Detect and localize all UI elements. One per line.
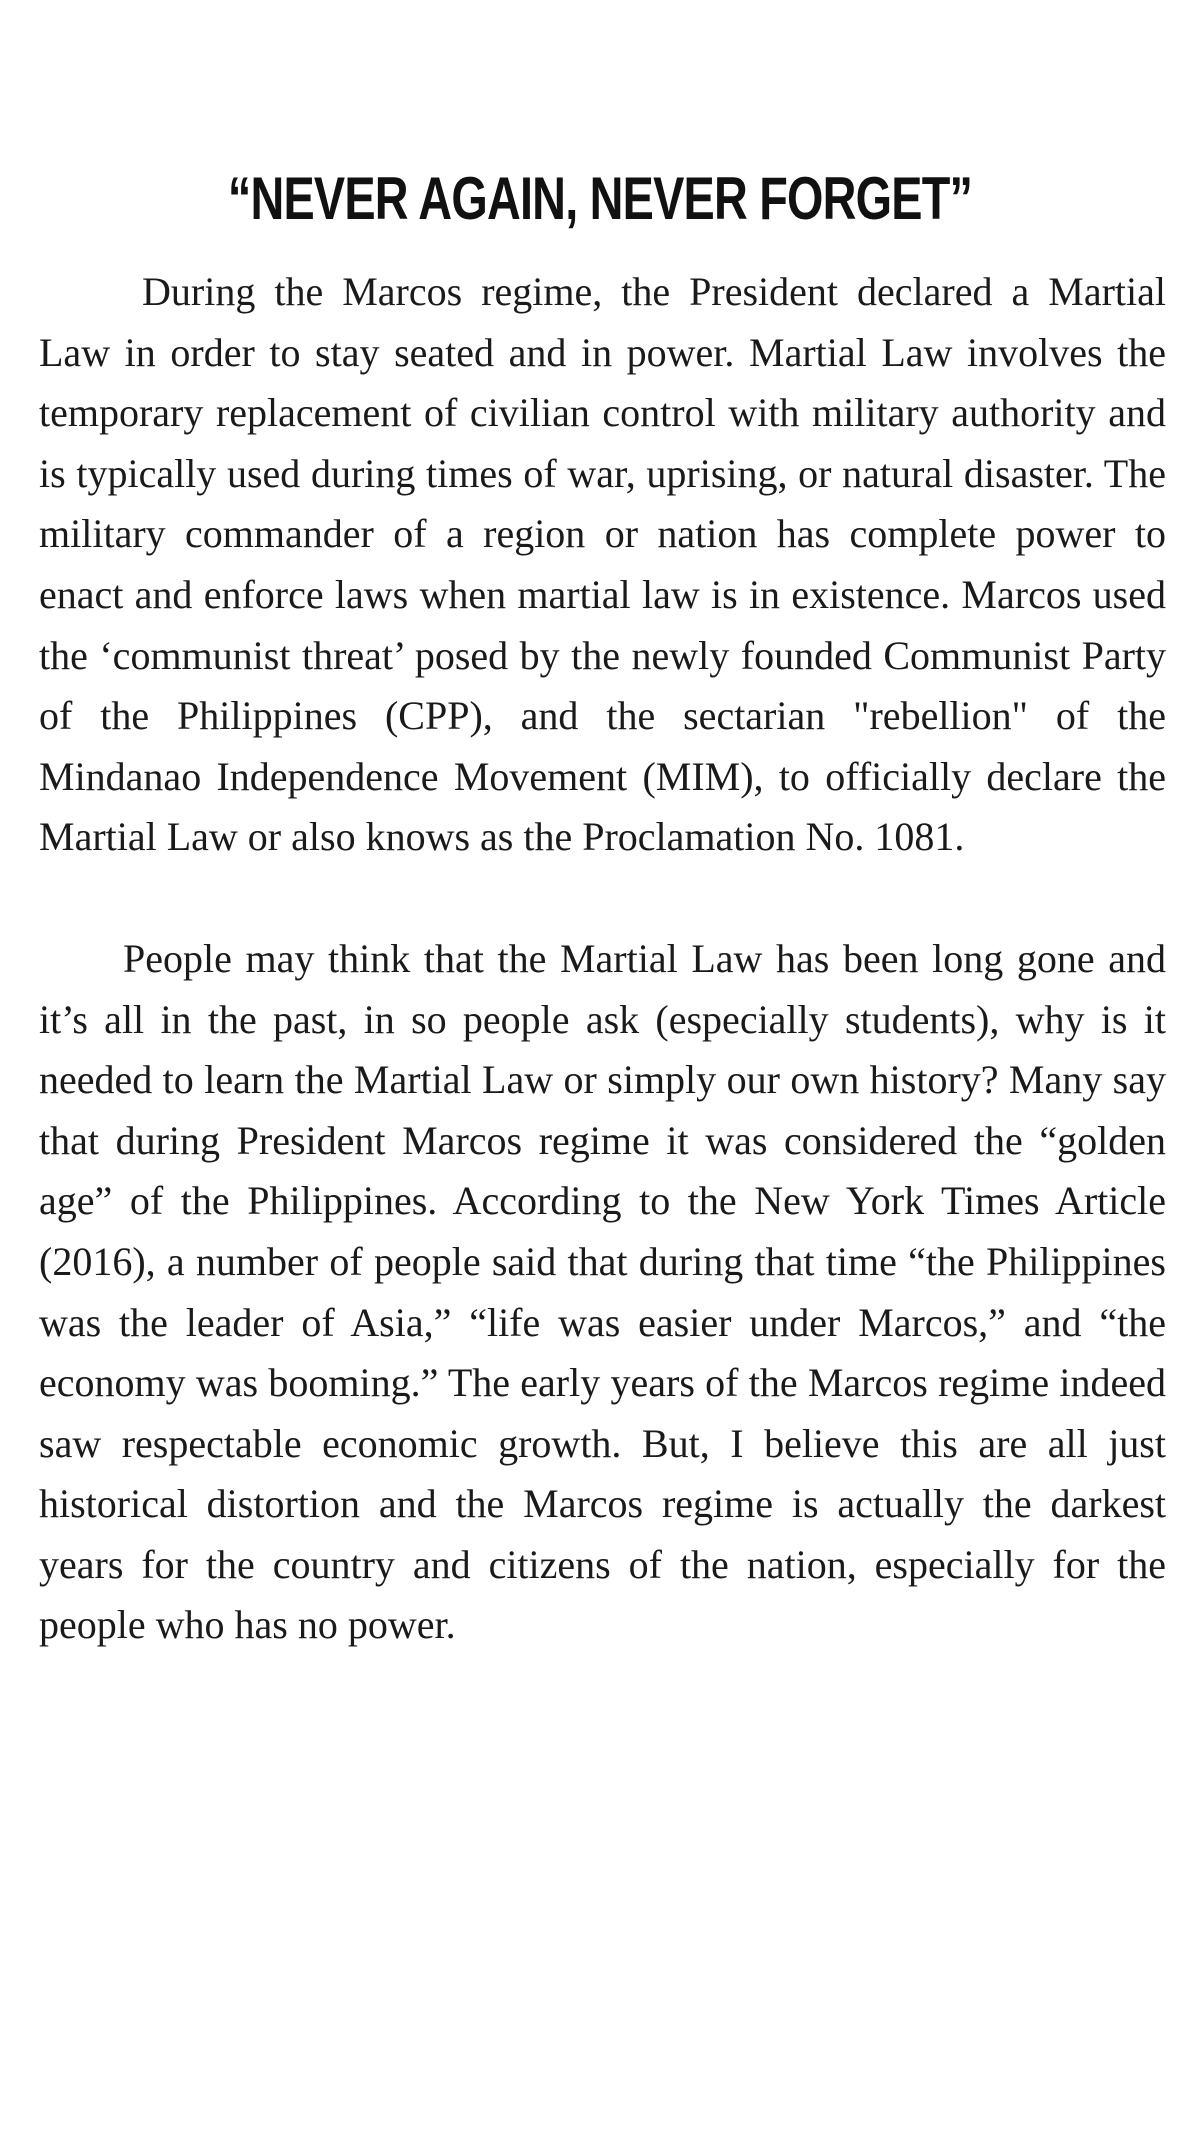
document-body — [39, 262, 1166, 1656]
document-title: “NEVER AGAIN, NEVER FORGET” — [227, 165, 973, 233]
paragraph-1: During the Marcos regime, the President declared a Martial Law in order to stay seated and in power. Martial Law involves the temporary replacement of civilian control with military authority and is typically used during times of war, uprising, or natural disaster. The military commander of a region or nation has complete power to enact and enforce laws when martial law is in existence. Marcos used the ‘communist threat’ posed by the newly founded Communist Party of the Philippines (CPP), and the sectarian "rebellion" of the Mindanao Independence Movement (MIM), to officially declare the Martial Law or also knows as the Proclamation No. 1081. — [39, 269, 1166, 860]
paragraph-2: People may think that the Martial Law has been long gone and it’s all in the past, in so people ask (especially students), why is it needed to learn the Martial Law or simply our own history? Many say that during President Marcos regime it was considered the “golden age” of the Philippines. According to the New York Times Article (2016), a number of people said that during that time “the Philippines was the leader of Asia,” “life was easier under Marcos,” and “the economy was booming.” The early years of the Marcos regime indeed saw respectable economic growth. But, I believe this are all just historical distortion and the Marcos regime is actually the darkest years for the country and citizens of the nation, especially for the people who has no power. — [39, 935, 1166, 1648]
